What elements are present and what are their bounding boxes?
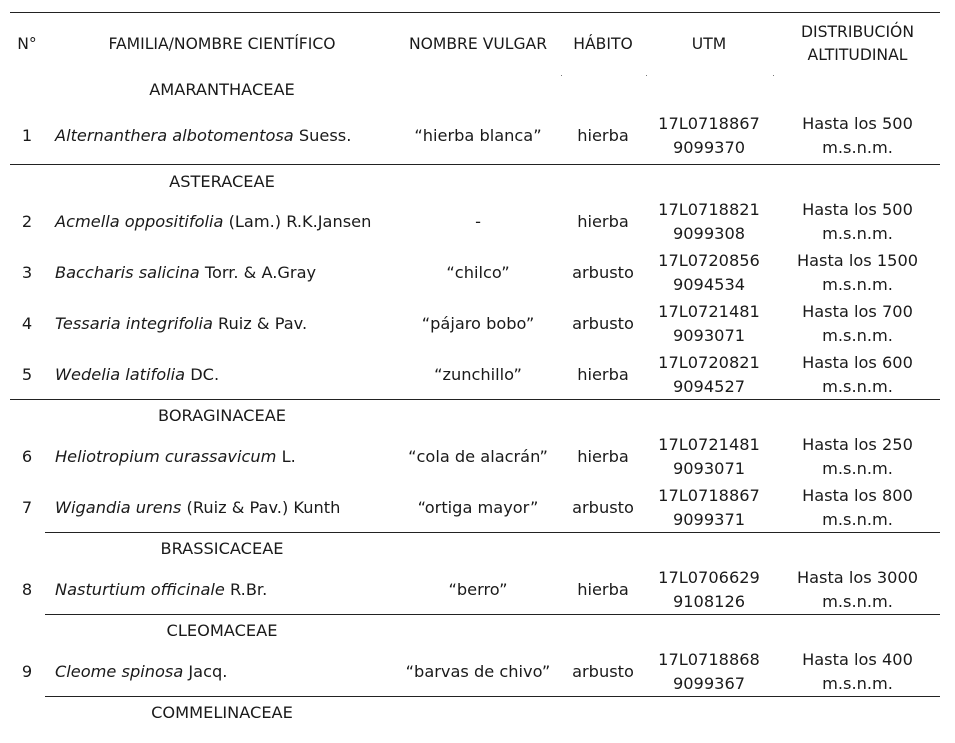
family-heading: ASTERACEAE	[169, 172, 275, 191]
habit: arbusto	[572, 314, 634, 333]
distribution-line2: m.s.n.m.	[822, 138, 893, 157]
habit: arbusto	[572, 263, 634, 282]
header-tick	[561, 75, 562, 76]
utm-line1: 17L0718868	[658, 650, 760, 669]
distribution-line1: Hasta los 600	[802, 353, 913, 372]
row-num: 5	[21, 365, 33, 384]
utm-line2: 9099371	[672, 510, 746, 529]
altitudinal-distribution	[785, 249, 930, 297]
species-name: Heliotropium curassavicum	[55, 447, 277, 466]
row-num: 8	[21, 580, 33, 599]
species-name: Acmella oppositifolia	[55, 212, 224, 231]
scientific-name	[55, 445, 296, 469]
scientific-name	[55, 363, 219, 387]
distribution-line1: Hasta los 250	[802, 435, 913, 454]
habit: hierba	[577, 212, 629, 231]
row-num: 7	[21, 498, 33, 517]
utm-line1: 17L0718821	[658, 200, 760, 219]
altitudinal-distribution	[785, 351, 930, 399]
scientific-name	[55, 261, 316, 285]
utm-line1: 17L0720821	[658, 353, 760, 372]
header-num: N°	[17, 35, 37, 53]
distribution-line2: m.s.n.m.	[822, 377, 893, 396]
header-distribution	[785, 21, 930, 67]
species-name: Nasturtium officinale	[55, 580, 225, 599]
utm-line1: 17L0720856	[658, 251, 760, 270]
header-utm: UTM	[691, 35, 727, 53]
family-heading: BORAGINACEAE	[158, 406, 286, 425]
utm-line1: 17L0721481	[658, 435, 760, 454]
species-name: Wigandia urens	[55, 498, 182, 517]
row-num: 9	[21, 662, 33, 681]
common-name: “chilco”	[446, 263, 510, 282]
row-num: 2	[21, 212, 33, 231]
species-name: Cleome spinosa	[55, 662, 184, 681]
utm-line2: 9099370	[672, 138, 746, 157]
author-name: DC.	[185, 365, 220, 384]
species-name: Tessaria integrifolia	[55, 314, 213, 333]
scientific-name	[55, 496, 340, 520]
distribution-line1: Hasta los 500	[802, 114, 913, 133]
habit: hierba	[577, 447, 629, 466]
distribution-line2: m.s.n.m.	[822, 592, 893, 611]
section-rule	[45, 532, 940, 533]
habit: hierba	[577, 580, 629, 599]
distribution-line1: Hasta los 1500	[796, 251, 919, 270]
distribution-line2: m.s.n.m.	[822, 326, 893, 345]
common-name: “barvas de chivo”	[405, 662, 551, 681]
distribution-line1: Hasta los 700	[802, 302, 913, 321]
header-habit: HÁBITO	[573, 35, 633, 53]
header-tick	[646, 75, 647, 76]
common-name: “ortiga mayor”	[417, 498, 539, 517]
distribution-line2: m.s.n.m.	[822, 275, 893, 294]
species-name: Wedelia latifolia	[55, 365, 186, 384]
common-name: “berro”	[448, 580, 508, 599]
scientific-name	[55, 124, 351, 148]
utm-coordinates	[648, 566, 770, 614]
header-distribution-line1: DISTRIBUCIÓN	[800, 23, 914, 41]
utm-line2: 9094527	[672, 377, 746, 396]
header-family-name: FAMILIA/NOMBRE CIENTÍFICO	[108, 35, 336, 53]
common-name: “hierba blanca”	[414, 126, 542, 145]
utm-coordinates	[648, 300, 770, 348]
utm-coordinates	[648, 484, 770, 532]
altitudinal-distribution	[785, 566, 930, 614]
row-num: 6	[21, 447, 33, 466]
scientific-name	[55, 660, 227, 684]
utm-coordinates	[648, 249, 770, 297]
distribution-line1: Hasta los 800	[802, 486, 913, 505]
utm-line1: 17L0718867	[658, 486, 760, 505]
species-name: Baccharis salicina	[55, 263, 200, 282]
utm-line2: 9094534	[672, 275, 746, 294]
distribution-line2: m.s.n.m.	[822, 459, 893, 478]
distribution-line1: Hasta los 500	[802, 200, 913, 219]
row-num: 3	[21, 263, 33, 282]
distribution-line1: Hasta los 400	[802, 650, 913, 669]
author-name: Suess.	[293, 126, 352, 145]
header-distribution-line2: ALTITUDINAL	[807, 46, 908, 64]
distribution-line2: m.s.n.m.	[822, 674, 893, 693]
scientific-name	[55, 578, 267, 602]
habit: hierba	[577, 365, 629, 384]
utm-line1: 17L0706629	[658, 568, 760, 587]
habit: arbusto	[572, 662, 634, 681]
common-name: “zunchillo”	[434, 365, 522, 384]
distribution-line2: m.s.n.m.	[822, 224, 893, 243]
habit: hierba	[577, 126, 629, 145]
author-name: L.	[276, 447, 296, 466]
utm-line2: 9093071	[672, 459, 746, 478]
utm-line2: 9099308	[672, 224, 746, 243]
altitudinal-distribution	[785, 433, 930, 481]
utm-line1: 17L0721481	[658, 302, 760, 321]
section-rule	[45, 696, 940, 697]
author-name: R.Br.	[224, 580, 268, 599]
utm-line1: 17L0718867	[658, 114, 760, 133]
altitudinal-distribution	[785, 484, 930, 532]
header-common-name: NOMBRE VULGAR	[408, 35, 548, 53]
scientific-name	[55, 312, 307, 336]
section-rule	[10, 164, 940, 165]
row-num: 4	[21, 314, 33, 333]
species-name: Alternanthera albotomentosa	[55, 126, 294, 145]
utm-coordinates	[648, 351, 770, 399]
section-rule	[10, 399, 940, 400]
distribution-line1: Hasta los 3000	[796, 568, 919, 587]
author-name: Torr. & A.Gray	[199, 263, 317, 282]
table-top-rule	[10, 12, 940, 13]
author-name: (Ruiz & Pav.) Kunth	[181, 498, 341, 517]
scientific-name	[55, 210, 371, 234]
utm-coordinates	[648, 112, 770, 160]
header-tick	[773, 75, 774, 76]
common-name: “cola de alacrán”	[408, 447, 548, 466]
author-name: (Lam.) R.K.Jansen	[223, 212, 372, 231]
utm-coordinates	[648, 198, 770, 246]
family-heading: AMARANTHACEAE	[149, 80, 295, 99]
utm-coordinates	[648, 648, 770, 696]
altitudinal-distribution	[785, 112, 930, 160]
utm-line2: 9108126	[672, 592, 746, 611]
utm-coordinates	[648, 433, 770, 481]
common-name: -	[475, 212, 481, 231]
author-name: Ruiz & Pav.	[212, 314, 308, 333]
author-name: Jacq.	[183, 662, 228, 681]
utm-line2: 9099367	[672, 674, 746, 693]
family-heading: CLEOMACEAE	[166, 621, 278, 640]
altitudinal-distribution	[785, 648, 930, 696]
utm-line2: 9093071	[672, 326, 746, 345]
family-heading: BRASSICACEAE	[160, 539, 284, 558]
altitudinal-distribution	[785, 300, 930, 348]
habit: arbusto	[572, 498, 634, 517]
family-heading: COMMELINACEAE	[151, 703, 293, 722]
common-name: “pájaro bobo”	[421, 314, 535, 333]
row-num: 1	[21, 126, 33, 145]
altitudinal-distribution	[785, 198, 930, 246]
section-rule	[45, 614, 940, 615]
distribution-line2: m.s.n.m.	[822, 510, 893, 529]
